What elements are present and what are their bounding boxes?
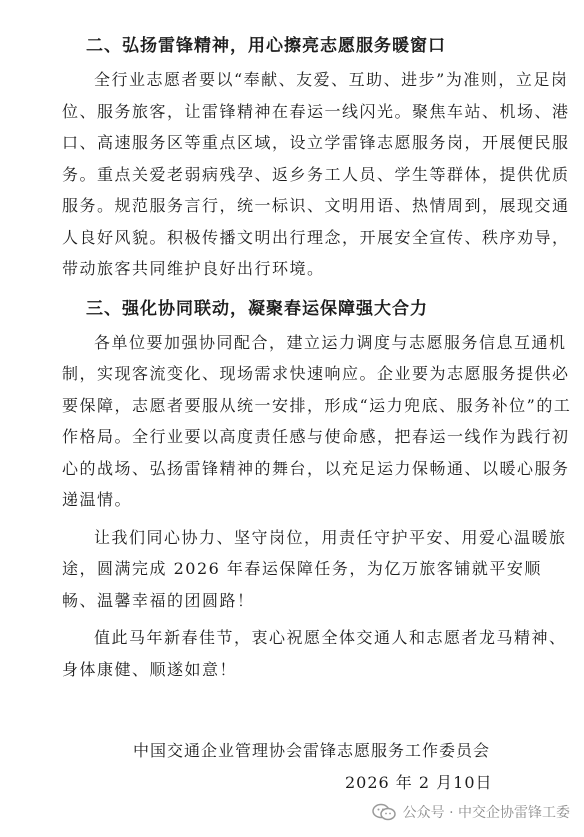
document-body xyxy=(62,28,572,685)
signature-date: 2026 年 2 月10日 xyxy=(345,773,493,792)
watermark-text: 公众号 · 中交企协雷锋工委 xyxy=(402,805,570,821)
section-heading-3: 三、强化协同联动，凝聚春运保障强大合力 xyxy=(86,298,428,319)
section-paragraph-3: 各单位要加强协同配合，建立运力调度与志愿服务信息互通机制，实现客流变化、现场需求快速响应。企业要为志愿服务提供必要保障，志愿者要服从统一安排，形成“运力兜底、服务补位”的工作格局。全行业要以高度责任感与使命感，把春运一线作为践行初心的战场、弘扬雷锋精神的舞台，以充足运力保畅通、以暖心服务递温情。 xyxy=(62,332,572,509)
closing-paragraph-2: 值此马年新春佳节，衷心祝愿全体交通人和志愿者龙马精神、身体康健、顺遂如意！ xyxy=(62,628,567,679)
wechat-official-account-icon xyxy=(371,803,397,821)
section-paragraph-2: 全行业志愿者要以“奉献、友爱、互助、进步”为准则，立足岗位、服务旅客，让雷锋精神在春运一线闪光。聚焦车站、机场、港口、高速服务区等重点区域，设立学雷锋志愿服务岗，开展便民服务。重点关爱老弱病残孕、返乡务工人员、学生等群体，提供优质服务。规范服务言行，统一标识、文明用语、热情周到，展现交通人良好风貌。积极传播文明出行理念，开展安全宣传、秩序劝导，带动旅客共同维护良好出行环境。 xyxy=(62,70,570,278)
closing-paragraph-1: 让我们同心协力、坚守岗位，用责任守护平安、用爱心温暖旅途，圆满完成 2026 年春运保障任务，为亿万旅客铺就平安顺畅、温馨幸福的团圆路！ xyxy=(62,527,567,610)
signature-organization: 中国交通企业管理协会雷锋志愿服务工作委员会 xyxy=(133,741,491,760)
watermark xyxy=(371,799,570,825)
section-heading-2: 二、弘扬雷锋精神，用心擦亮志愿服务暖窗口 xyxy=(86,36,446,56)
